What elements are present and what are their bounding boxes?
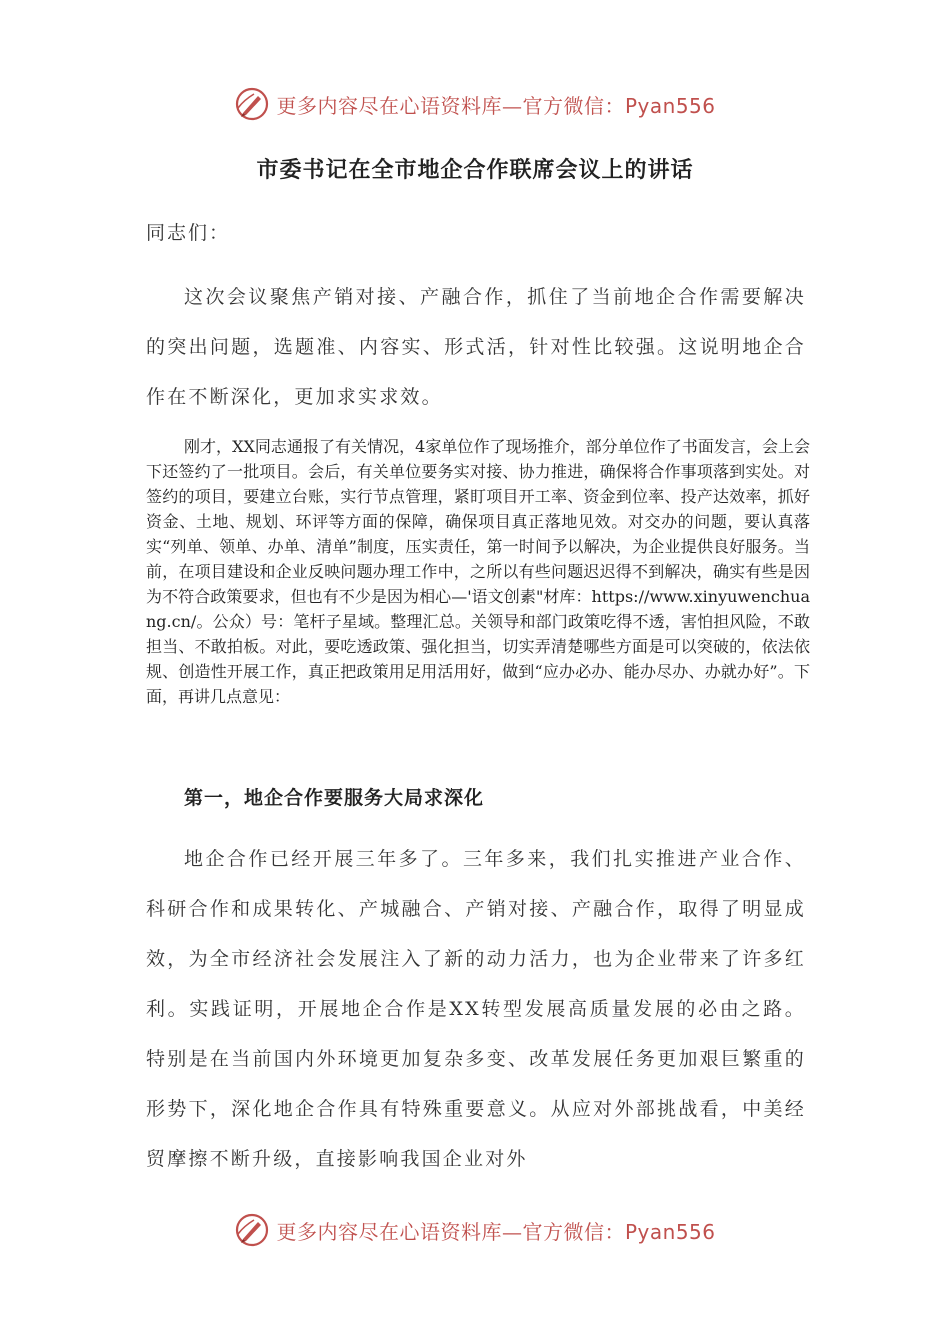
document-title: 市委书记在全市地企合作联席会议上的讲话 bbox=[256, 158, 694, 183]
watermark-banner-top bbox=[0, 82, 950, 126]
watermark-banner-bottom bbox=[0, 1208, 950, 1252]
pen-logo-icon bbox=[234, 1212, 270, 1248]
paragraph-section1: 地企合作已经开展三年多了。三年多来，我们扎实推进产业合作、科研合作和成果转化、产城融合、产销对接、产融合作，取得了明显成效，为全市经济社会发展注入了新的动力活力，也为企业带来了许多红利。实践证明，开展地企合作是XX转型发展高质量发展的必由之路。特别是在当前国内外环境更加复杂多变、改革发展任务更加艰巨繁重的形势下，深化地企合作具有特殊重要意义。从应对外部挑战看，中美经贸摩擦不断升级，直接影响我国企业对外 bbox=[146, 848, 806, 1170]
watermark-id: Pyan556 bbox=[624, 1219, 716, 1244]
pen-logo-icon bbox=[234, 86, 270, 122]
paragraph-intro: 这次会议聚焦产销对接、产融合作，抓住了当前地企合作需要解决的突出问题，选题准、内容实、形式活，针对性比较强。这说明地企合作在不断深化，更加求实求效。 bbox=[146, 286, 806, 408]
watermark-id: Pyan556 bbox=[624, 93, 716, 118]
watermark-text: 更多内容尽在心语资料库—官方微信：Pyan556 bbox=[276, 93, 716, 118]
salutation: 同志们： bbox=[146, 222, 231, 244]
watermark-text: 更多内容尽在心语资料库—官方微信：Pyan556 bbox=[276, 1219, 716, 1244]
paragraph-main: 刚才，XX同志通报了有关情况，4家单位作了现场推介，部分单位作了书面发言，会上会下还签约了一批项目。会后，有关单位要务实对接、协力推进，确保将合作事项落到实处。对签约的项目，要建立台账，实行节点管理，紧盯项目开工率、资金到位率、投产达效率，抓好资金、土地、规划、环评等方面的保障，确保项目真正落地见效。对交办的问题，要认真落实“列单、领单、办单、清单”制度，压实责任，第一时间予以解决，为企业提供良好服务。当前，在项目建设和企业反映问题办理工作中，之所以有些问题迟迟得不到解决，确实有些是因为不符合政策要求，但也有不少是因为相心—'语文创素"材库：https://www.xinyuwenchuang.cn/。公众）号：笔杆子星域。整理汇总。关领导和部门政策吃得不透，害怕担风险，不敢担当、不敢拍板。对此，要吃透政策、强化担当，切实弄清楚哪些方面是可以突破的，依法依规、创造性开展工作，真正把政策用足用活用好，做到“应办必办、能办尽办、办就办好”。下面，再讲几点意见： bbox=[146, 437, 810, 706]
section-heading: 第一，地企合作要服务大局求深化 bbox=[184, 787, 485, 809]
